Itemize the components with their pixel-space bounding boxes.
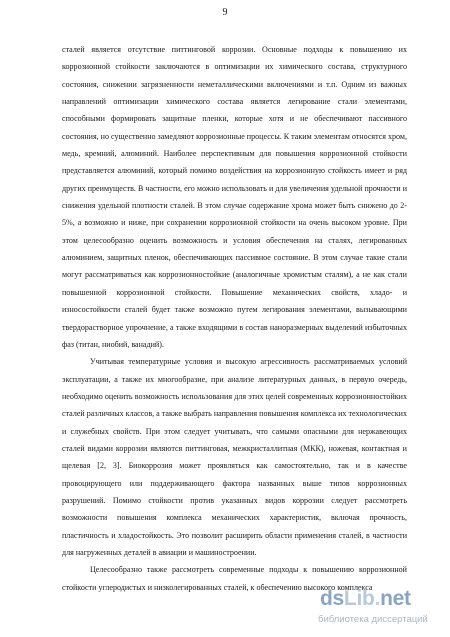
document-body bbox=[62, 41, 407, 596]
watermark-caption: библиотека диссертаций bbox=[318, 614, 428, 625]
logo-ds: ds bbox=[320, 587, 344, 610]
paragraph-3: Целесообразно также рассмотреть современные подходы к повышению коррозионной стойкости углеродистых и низколегированных сталей, к обеспечению высокого комплекса bbox=[62, 565, 407, 592]
logo-net: net bbox=[380, 587, 411, 610]
logo-lib: Lib bbox=[343, 587, 375, 610]
paragraph-2: Учитывая температурные условия и высокую агрессивность рассматриваемых условий эксплуатации, а также их многообразие, при анализе литературных данных, в первую очередь, необходимо оценить возможность использования для этих целей современных коррозионностойких сталей различных классов, а также выбрать направления повышения комплекса их технологических и служебных свойств. При этом следует учитывать, что самыми опасными для нержавеющих сталей видами коррозии являются питтинговая, межкристаллитная (МКК), ножевая, контактная и щелевая [2, 3]. Биокоррозия может проявляться как самостоятельно, так и в качестве провоцирующего или поддерживающего фактора названных выше типов коррозионных разрушений. Помимо стойкости против указанных видов коррозии следует рассмотреть возможности повышения комплекса механических характеристик, включая прочность, пластичность и хладостойкость. Это позволит расширить области применения сталей, в частности для нагруженных деталей в авиации и машиностроении. bbox=[62, 357, 407, 557]
dslib-logo bbox=[320, 587, 411, 611]
logo-dot: . bbox=[374, 587, 381, 610]
dslib-watermark bbox=[318, 585, 440, 629]
page-number: 9 bbox=[222, 7, 228, 18]
paragraph-1: сталей является отсутствие питтинговой коррозии. Основные подходы к повышению их коррозионной стойкости заключаются в оптимизации их химического состава, структурного состояния, снижении загрязненности неметаллическими включениями и т.п. Одним из важных направлений оптимизации химического состава является легирование стали элементами, способными формировать защитные пленки, которые хотя и не обеспечивают пассивного состояния, но существенно замедляют коррозионные процессы. К таким элементам относятся хром, медь, кремний, алюминий. Наиболее перспективным для повышения коррозионной стойкости представляется алюминий, который помимо воздействия на коррозионную стойкость имеет и ряд других преимуществ. В частности, его можно использовать и для увеличения удельной прочности и снижения удельной плотности сталей. В этом случае содержание хрома может быть снижено до 2-5%, а возможно и ниже, при сохранении коррозионной стойкости на очень высоком уровне. При этом целесообразно оценить возможность и условия обеспечения на сталях, легированных алюминием, защитных пленок, обеспечивающих пассивное состояние. В этом случае такие стали могут рассматриваться как коррозионностойкие (аналогичные хромистым сталям), а не как стали повышенной коррозионной стойкости. Повышение механических свойств, хладо- и износостойкости сталей будет также возможно путем легирования элементами, вызывающими твердорастворное упрочнение, а также входящими в состав наноразмерных выделений избыточных фаз (титан, ниобий, ванадий). bbox=[62, 45, 408, 349]
